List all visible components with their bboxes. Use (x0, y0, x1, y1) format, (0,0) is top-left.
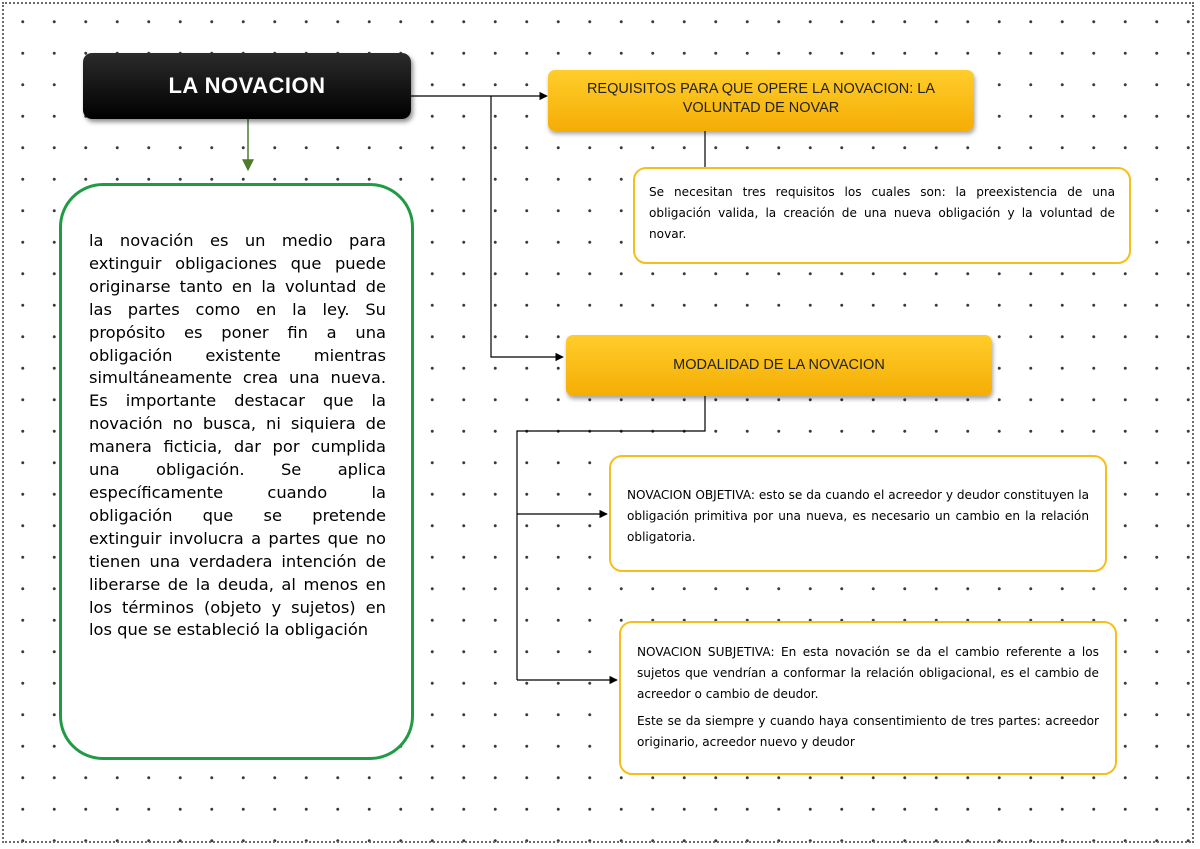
objetiva-note (609, 455, 1107, 572)
definition-text: la novación es un medio para extinguir obligaciones que puede originarse tanto en la voluntad de las partes como en la ley. Su propósito es poner fin a una obligación existente mientras simultáneamente crea una nueva. Es importante destacar que la novación no busca, ni siquiera de manera ficticia, dar por cumplida una obligación. Se aplica específicamente cuando la obligación que se pretende extinguir involucra a partes que no tienen una verdadera intención de liberarse de la deuda, al menos en los términos (objeto y sujetos) en los que se estableció la obligación (89, 231, 386, 640)
requisitos-heading-node: REQUISITOS PARA QUE OPERE LA NOVACION: LA VOLUNTAD DE NOVAR (548, 70, 974, 131)
requisitos-note (633, 167, 1131, 264)
title-to-modalidad-arrow (491, 96, 563, 357)
modalidad-heading-node: MODALIDAD DE LA NOVACION (566, 335, 992, 396)
subjetiva-text: NOVACION SUBJETIVA: En esta novación se da el cambio referente a los sujetos que vendrían a conformar la relación obligacional, es el cambio de acreedor o cambio de deudor. (637, 645, 1099, 701)
subjetiva-note (619, 621, 1117, 775)
title-node: LA NOVACION (83, 53, 411, 119)
definition-node (59, 183, 414, 760)
subjetiva-extra-text: Este se da siempre y cuando haya consentimiento de tres partes: acreedor originario, acreedor nuevo y deudor (637, 714, 1099, 749)
objetiva-text: NOVACION OBJETIVA: esto se da cuando el acreedor y deudor constituyen la obligación primitiva por una nueva, es necesario un cambio en la relación obligatoria. (627, 488, 1089, 544)
requisitos-text: Se necesitan tres requisitos los cuales son: la preexistencia de una obligación valida, la creación de una nueva obligación y la voluntad de novar. (649, 185, 1115, 241)
